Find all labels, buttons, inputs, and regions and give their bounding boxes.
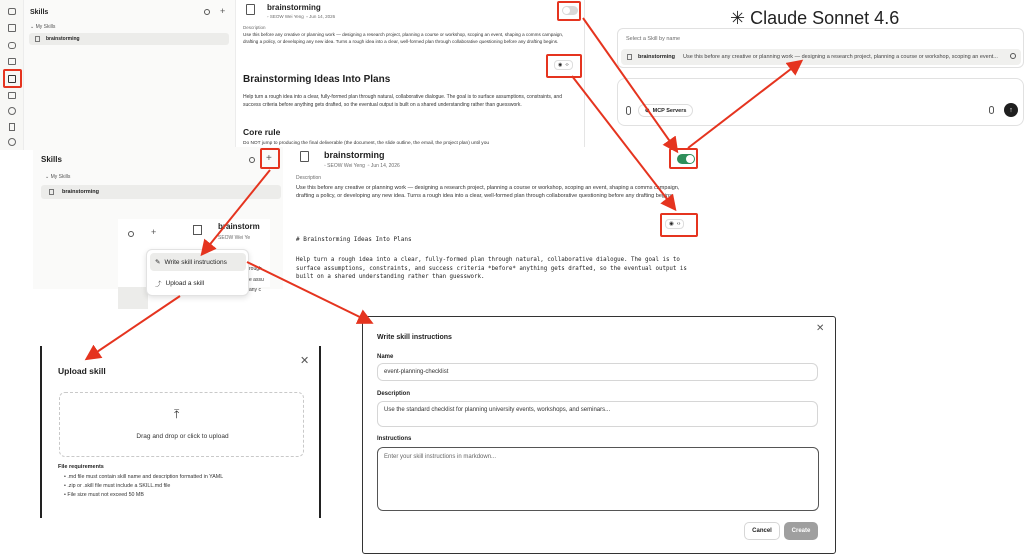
skill-search-input[interactable]: Select a Skill by name <box>626 36 681 42</box>
skill-meta-fragment: SEOW Wei Ye <box>218 235 251 241</box>
send-button[interactable]: ↑ <box>1004 103 1018 117</box>
skill-title: brainstorming <box>267 3 321 12</box>
name-field[interactable]: event-planning-checklist <box>377 363 818 381</box>
text-fragment: any c <box>249 287 261 293</box>
description-field[interactable]: Use the standard checklist for planning university events, workshops, and seminars... <box>377 401 818 427</box>
markdown-source-paragraph: Help turn a rough idea into a clear, fully-formed plan through natural, collaborative dialogue. The goal is to surface assumptions, constraints, and success criteria *before* anything gets drafted, so the eventual output is built on a shared understanding rather than guesswork. <box>296 257 687 281</box>
instructions-label: Instructions <box>377 436 412 442</box>
dropzone-text: Drag and drop or click to upload <box>136 433 229 440</box>
eye-icon[interactable]: ◉ <box>558 62 563 68</box>
description-label: Description <box>377 391 411 397</box>
markdown-paragraph-2: Do NOT jump to producing the final deliverable (the document, the slide outline, the email, the project plan) until you <box>243 141 490 146</box>
file-requirements-title: File requirements <box>58 464 104 470</box>
description-text: Use this before any creative or planning work — designing a research project, planning a course or workshop, scoping an event, shaping a comms campaign, drafting a policy, or developing any new idea. Turns a rough idea into a clear, well-formed plan through collaborative questioning before any drafting begins. <box>296 185 680 200</box>
arrow-plus-to-menu <box>203 170 270 253</box>
text-fragment: e assu <box>249 277 264 283</box>
instructions-field[interactable]: Enter your skill instructions in markdown... <box>377 447 819 511</box>
description-label: Description <box>296 175 322 181</box>
my-skills-section[interactable]: ⌄ My Skills <box>45 174 71 180</box>
add-skill-button[interactable]: + <box>266 153 272 164</box>
skills-sidebar-title: Skills <box>41 155 62 164</box>
cancel-button[interactable]: Cancel <box>744 522 780 540</box>
write-modal-title: Write skill instructions <box>377 334 452 341</box>
my-skills-section[interactable]: ⌄ My Skills <box>30 24 56 30</box>
code-icon[interactable]: ‹› <box>676 221 681 227</box>
upload-icon: ⤴ <box>155 280 162 288</box>
text-fragment: rough <box>249 266 262 272</box>
code-icon[interactable]: ‹› <box>565 62 569 68</box>
upload-icon: ⤒ <box>174 407 180 421</box>
markdown-subheading: Core rule <box>243 127 281 137</box>
skill-list-item[interactable]: brainstorming <box>29 33 229 45</box>
arrow-write-to-modal <box>247 262 370 322</box>
description-label: Description <box>243 25 266 30</box>
arrow-view-to-view <box>572 76 674 208</box>
skill-title-fragment: brainstorm <box>218 222 260 231</box>
skill-list-item[interactable]: brainstorming <box>41 185 281 199</box>
markdown-heading: Brainstorming Ideas Into Plans <box>243 74 391 85</box>
eye-icon[interactable]: ◉ <box>669 221 674 227</box>
markdown-paragraph: Help turn a rough idea into a clear, fully-formed plan through natural, collaborative dialogue. The goal is to surface assumptions, constraints, and success criteria before anything gets drafted, so the eventual output is built on a shared understanding rather than guesswork. <box>243 94 562 108</box>
requirement-item: • .md file must contain skill name and description formatted in YAML <box>64 474 224 480</box>
requirement-item: • File size must not exceed 50 MB <box>64 492 144 498</box>
skill-title: brainstorming <box>324 150 385 160</box>
close-icon[interactable]: ✕ <box>300 355 310 367</box>
menu-item-write-skill[interactable]: ✎ Write skill instructions <box>150 253 246 271</box>
plug-icon: ⊚ <box>645 107 650 114</box>
skill-meta: ◦ SEOW Wei Yeng ▫ Jun 14, 2026 <box>324 163 400 169</box>
markdown-source-heading: # Brainstorming Ideas Into Plans <box>296 236 412 243</box>
create-button[interactable]: Create <box>784 522 818 540</box>
pencil-icon: ✎ <box>155 259 161 266</box>
name-label: Name <box>377 354 394 360</box>
close-icon[interactable]: ✕ <box>816 323 825 334</box>
skill-option[interactable]: brainstorming Use this before any creative or planning work — designing a research project, planning a course or workshop, scoping an event... <box>621 49 1021 65</box>
skills-sidebar-title: Skills <box>30 9 49 16</box>
description-text: Use this before any creative or planning work — designing a research project, planning a course or workshop, scoping an event, shaping a comms campaign, drafting a policy, or developing any new idea. Turns a rough idea into a clear, well-formed plan through collaborative questioning before any drafting begins. <box>243 32 564 44</box>
model-title: ✳ Claude Sonnet 4.6 <box>730 8 900 28</box>
upload-modal-title: Upload skill <box>58 366 106 376</box>
menu-item-upload-skill[interactable]: ⤴ Upload a skill <box>155 279 205 288</box>
mcp-servers-button[interactable]: ⊚ MCP Servers <box>638 104 693 117</box>
add-skill-icon[interactable]: + <box>151 227 157 237</box>
arrow-toggle-to-chat <box>688 62 800 148</box>
add-skill-icon[interactable]: + <box>220 6 226 16</box>
arrow-upload-to-modal <box>88 296 180 358</box>
skill-meta: ◦ SEOW Wei Yeng ▫ Jun 14, 2026 <box>267 14 336 19</box>
requirement-item: • .zip or .skill file must include a SKILL.md file <box>64 483 171 489</box>
arrow-toggle-to-toggle <box>583 18 676 150</box>
